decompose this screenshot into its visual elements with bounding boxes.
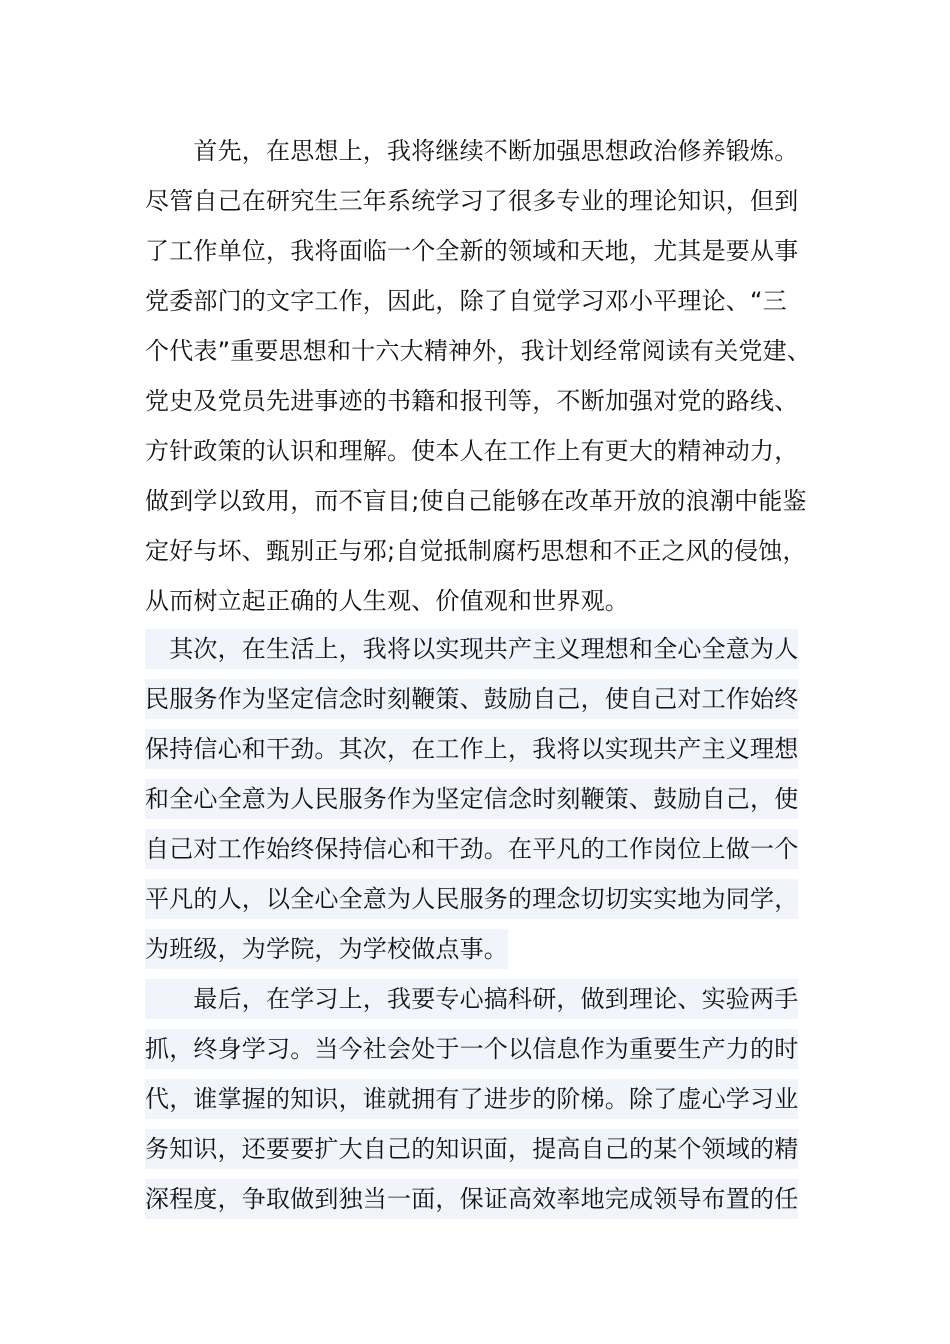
paragraph-line: 其次，在生活上，我将以实现共产主义理想和全心全意为人 bbox=[145, 629, 798, 669]
paragraph-line: 从而树立起正确的人生观、价值观和世界观。 bbox=[145, 587, 629, 615]
paragraph-line: 最后，在学习上，我要专心搞科研，做到理论、实验两手 bbox=[145, 979, 798, 1019]
paragraph-line: 定好与坏、甄别正与邪;自觉抵制腐朽思想和不正之风的侵蚀， bbox=[145, 537, 807, 565]
paragraph-line: 为班级，为学院，为学校做点事。 bbox=[145, 929, 508, 969]
paragraph-line: 党史及党员先进事迹的书籍和报刊等，不断加强对党的路线、 bbox=[145, 387, 799, 415]
paragraph-line: 务知识，还要要扩大自己的知识面，提高自己的某个领域的精 bbox=[145, 1129, 798, 1169]
paragraph-line: 做到学以致用，而不盲目;使自己能够在改革开放的浪潮中能鉴 bbox=[145, 487, 807, 515]
paragraph-line: 党委部门的文字工作，因此，除了自觉学习邓小平理论、“三 bbox=[145, 287, 787, 315]
paragraph-line: 抓，终身学习。当今社会处于一个以信息作为重要生产力的时 bbox=[145, 1029, 798, 1069]
paragraph-line: 方针政策的认识和理解。使本人在工作上有更大的精神动力， bbox=[145, 437, 799, 465]
paragraph-line: 代，谁掌握的知识，谁就拥有了进步的阶梯。除了虚心学习业 bbox=[145, 1079, 798, 1119]
paragraph-line: 尽管自己在研究生三年系统学习了很多专业的理论知识，但到 bbox=[145, 187, 799, 215]
paragraph-line: 民服务作为坚定信念时刻鞭策、鼓励自己，使自己对工作始终 bbox=[145, 679, 798, 719]
paragraph-line: 了工作单位，我将面临一个全新的领域和天地，尤其是要从事 bbox=[145, 237, 799, 265]
paragraph-line: 首先，在思想上，我将继续不断加强思想政治修养锻炼。 bbox=[145, 137, 799, 165]
paragraph-line: 深程度，争取做到独当一面，保证高效率地完成领导布置的任 bbox=[145, 1179, 798, 1219]
paragraph-line: 平凡的人，以全心全意为人民服务的理念切切实实地为同学， bbox=[145, 879, 798, 919]
paragraph-line: 自己对工作始终保持信心和干劲。在平凡的工作岗位上做一个 bbox=[145, 829, 798, 869]
paragraph-line: 个代表”重要思想和十六大精神外，我计划经常阅读有关党建、 bbox=[145, 337, 812, 365]
paragraph-line: 和全心全意为人民服务作为坚定信念时刻鞭策、鼓励自己，使 bbox=[145, 779, 798, 819]
paragraph-line: 保持信心和干劲。其次，在工作上，我将以实现共产主义理想 bbox=[145, 729, 798, 769]
